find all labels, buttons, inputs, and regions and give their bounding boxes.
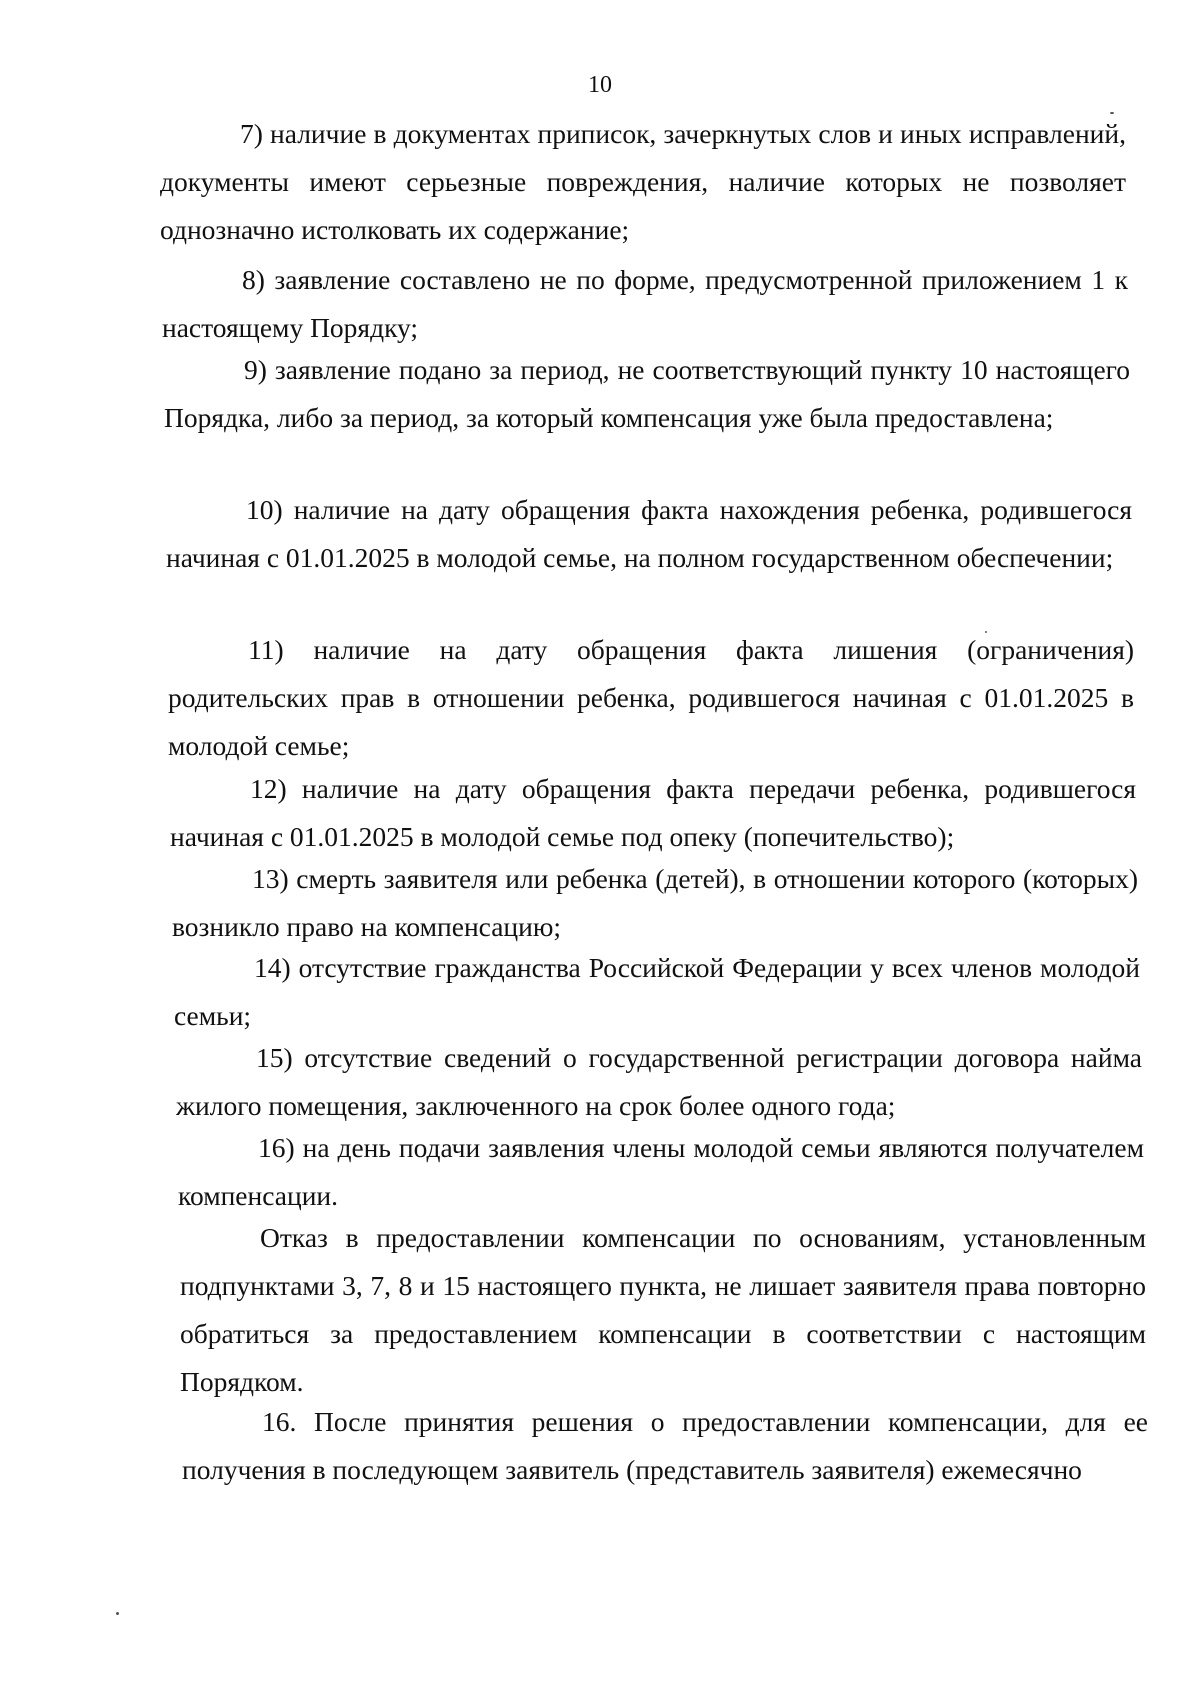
refusal-paragraph: Отказ в предоставлении компенсации по основаниям, установленным подпунктами 3, 7, 8 и 15 настоящего пункта, не лишает заявителя права повторно обратиться за предоставлением компенсации в соответствии с настоящим Порядком.: [180, 1222, 1146, 1397]
list-item-10: 10) наличие на дату обращения факта нахождения ребенка, родившегося начиная с 01.01.2025 в молодой семье, на полном государственном обеспечении;: [166, 494, 1132, 573]
scan-speck: [116, 1612, 119, 1615]
page-number: 10: [588, 72, 612, 98]
list-item-8: 8) заявление составлено не по форме, предусмотренной приложением 1 к настоящему Порядку;: [162, 264, 1128, 343]
list-item-9: 9) заявление подано за период, не соответствующий пункту 10 настоящего Порядка, либо за период, за который компенсация уже была предоставлена;: [164, 354, 1130, 433]
clause-16-paragraph: 16. После принятия решения о предоставлении компенсации, для ее получения в последующем заявитель (представитель заявителя) ежемесячно: [182, 1406, 1148, 1485]
list-item-16: 16) на день подачи заявления члены молодой семьи являются получателем компенсации.: [178, 1132, 1144, 1211]
list-item-13: 13) смерть заявителя или ребенка (детей), в отношении которого (которых) возникло право на компенсацию;: [172, 863, 1138, 942]
list-item-15: 15) отсутствие сведений о государственной регистрации договора найма жилого помещения, заключенного на срок более одного года;: [176, 1042, 1142, 1121]
list-item-14: 14) отсутствие гражданства Российской Федерации у всех членов молодой семьи;: [174, 952, 1140, 1031]
scan-speck: [1110, 112, 1114, 114]
scan-speck: [985, 631, 987, 633]
list-item-11: 11) наличие на дату обращения факта лишения (ограничения) родительских прав в отношении ребенка, родившегося начиная с 01.01.2025 в молодой семье;: [168, 634, 1134, 761]
list-item-7: 7) наличие в документах приписок, зачеркнутых слов и иных исправлений, документы имеют серьезные повреждения, наличие которых не позволяет однозначно истолковать их содержание;: [160, 118, 1126, 245]
list-item-12: 12) наличие на дату обращения факта передачи ребенка, родившегося начиная с 01.01.2025 в молодой семье под опеку (попечительство);: [170, 773, 1136, 852]
